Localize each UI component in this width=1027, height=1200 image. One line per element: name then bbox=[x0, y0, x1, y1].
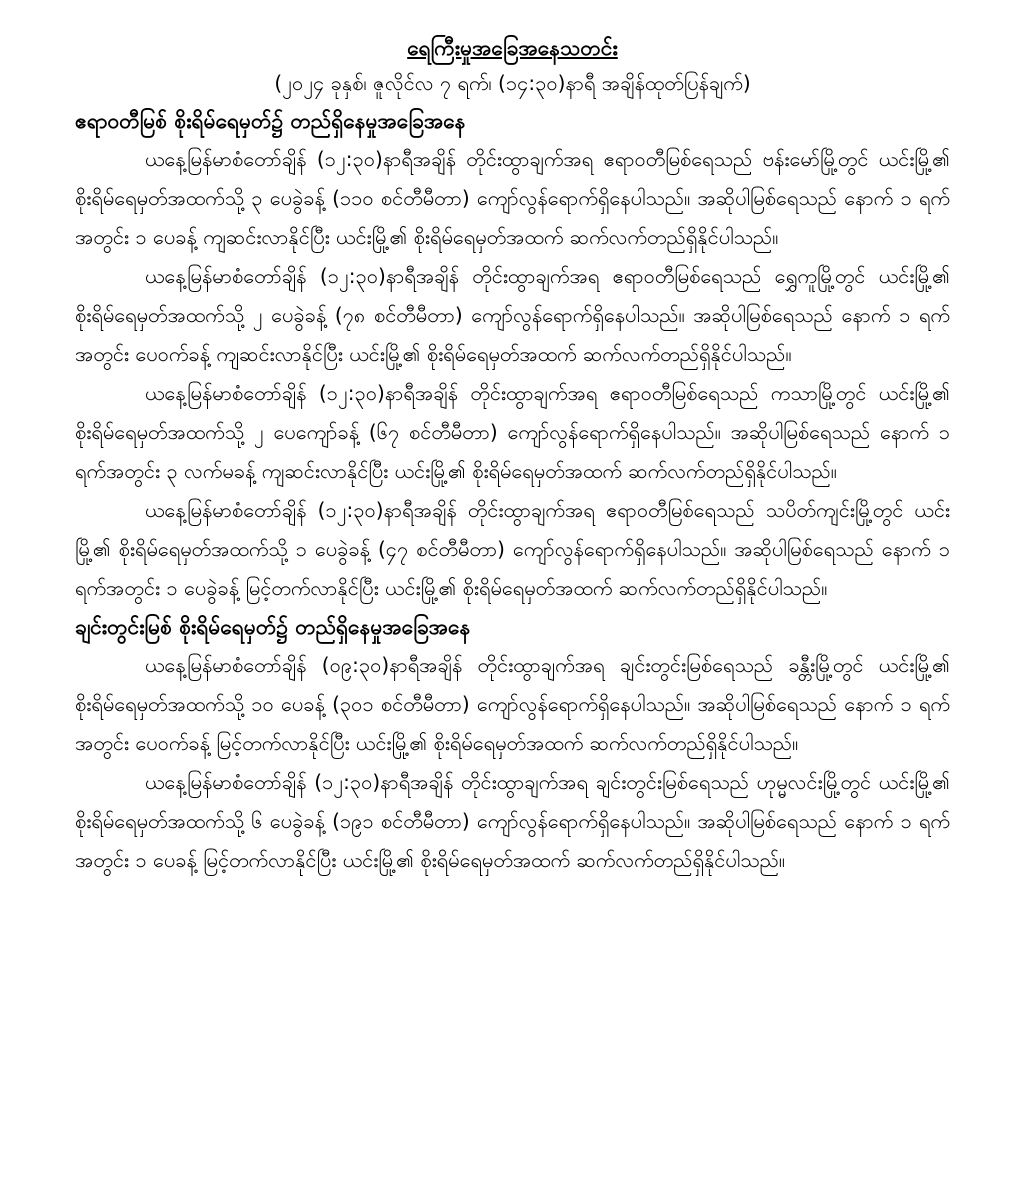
paragraph-homalin: ယနေ့မြန်မာစံတော်ချိန် (၁၂:၃၀)နာရီအချိန် တိုင်းထွာချက်အရ ချင်းတွင်းမြစ်ရေသည် ဟုမ္မလင်းမြို့တွင် ယင်းမြို့၏ စိုးရိမ်ရေမှတ်အထက်သို့ ၆ ပေခွဲခန့် (၁၉၁ စင်တီမီတာ) ကျော်လွန်ရောက်ရှိနေပါသည်။ အဆိုပါမြစ်ရေသည် နောက် ၁ ရက်အတွင်း ၁ ပေခန့် မြင့်တက်လာနိုင်ပြီး ယင်းမြို့၏ စိုးရိမ်ရေမှတ်အထက် ဆက်လက်တည်ရှိနိုင်ပါသည်။ bbox=[75, 770, 950, 872]
paragraph-katha: ယနေ့မြန်မာစံတော်ချိန် (၁၂:၃၀)နာရီအချိန် တိုင်းထွာချက်အရ ဧရာဝတီမြစ်ရေသည် ကသာမြို့တွင် ယင်းမြို့၏ စိုးရိမ်ရေမှတ်အထက်သို့ ၂ ပေကျော်ခန့် (၆၇ စင်တီမီတာ) ကျော်လွန်ရောက်ရှိနေပါသည်။ အဆိုပါမြစ်ရေသည် နောက် ၁ ရက်အတွင်း ၃ လက်မခန့် ကျဆင်းလာနိုင်ပြီး ယင်းမြို့၏ စိုးရိမ်ရေမှတ်အထက် ဆက်လက်တည်ရှိနိုင်ပါသည်။ bbox=[75, 381, 950, 483]
paragraph-hkamti: ယနေ့မြန်မာစံတော်ချိန် (၀၉:၃၀)နာရီအချိန် တိုင်းထွာချက်အရ ချင်းတွင်းမြစ်ရေသည် ခန္တီးမြို့တွင် ယင်းမြို့၏ စိုးရိမ်ရေမှတ်အထက်သို့ ၁၀ ပေခန့် (၃၀၁ စင်တီမီတာ) ကျော်လွန်ရောက်ရှိနေပါသည်။ အဆိုပါမြစ်ရေသည် နောက် ၁ ရက်အတွင်း ပေဝက်ခန့် မြင့်တက်လာနိုင်ပြီး ယင်းမြို့၏ စိုးရိမ်ရေမှတ်အထက် ဆက်လက်တည်ရှိနိုင်ပါသည်။ bbox=[75, 653, 950, 755]
paragraph-bhamo: ယနေ့မြန်မာစံတော်ချိန် (၁၂:၃၀)နာရီအချိန် တိုင်းထွာချက်အရ ဧရာဝတီမြစ်ရေသည် ဗန်းမော်မြို့တွင် ယင်းမြို့၏ စိုးရိမ်ရေမှတ်အထက်သို့ ၃ ပေခွဲခန့် (၁၁၀ စင်တီမီတာ) ကျော်လွန်ရောက်ရှိနေပါသည်။ အဆိုပါမြစ်ရေသည် နောက် ၁ ရက်အတွင်း ၁ ပေခန့် ကျဆင်းလာနိုင်ပြီး ယင်းမြို့၏ စိုးရိမ်ရေမှတ်အထက် ဆက်လက်တည်ရှိနိုင်ပါသည်။ bbox=[75, 147, 950, 249]
flood-bulletin-page bbox=[75, 30, 950, 880]
section-ayeyarwady bbox=[75, 102, 950, 608]
document-title: ရေကြီးမှုအခြေအနေသတင်း bbox=[407, 36, 618, 60]
paragraph-thabeikkyin: ယနေ့မြန်မာစံတော်ချိန် (၁၂:၃၀)နာရီအချိန် တိုင်းထွာချက်အရ ဧရာဝတီမြစ်ရေသည် သပိတ်ကျင်းမြို့တွင် ယင်းမြို့၏ စိုးရိမ်ရေမှတ်အထက်သို့ ၁ ပေခွဲခန့် (၄၇ စင်တီမီတာ) ကျော်လွန်ရောက်ရှိနေပါသည်။ အဆိုပါမြစ်ရေသည် နောက် ၁ ရက်အတွင်း ၁ ပေခွဲခန့် မြင့်တက်လာနိုင်ပြီး ယင်းမြို့၏ စိုးရိမ်ရေမှတ်အထက် ဆက်လက်တည်ရှိနိုင်ပါသည်။ bbox=[75, 498, 950, 600]
section-heading: ဧရာဝတီမြစ် စိုးရိမ်ရေမှတ်၌ တည်ရှိနေမှုအခြေအနေ bbox=[75, 109, 466, 133]
section-chindwin bbox=[75, 608, 950, 880]
paragraph-shwegu: ယနေ့မြန်မာစံတော်ချိန် (၁၂:၃၀)နာရီအချိန် တိုင်းထွာချက်အရ ဧရာဝတီမြစ်ရေသည် ရွှေကူမြို့တွင် ယင်းမြို့၏ စိုးရိမ်ရေမှတ်အထက်သို့ ၂ ပေခွဲခန့် (၇၈ စင်တီမီတာ) ကျော်လွန်ရောက်ရှိနေပါသည်။ အဆိုပါမြစ်ရေသည် နောက် ၁ ရက်အတွင်း ပေဝက်ခန့် ကျဆင်းလာနိုင်ပြီး ယင်းမြို့၏ စိုးရိမ်ရေမှတ်အထက် ဆက်လက်တည်ရှိနိုင်ပါသည်။ bbox=[75, 264, 950, 366]
document-subtitle: (၂၀၂၄ ခုနှစ်၊ ဇူလိုင်လ ၇ ရက်၊ (၁၄:၃၀)နာရီ အချိန်ထုတ်ပြန်ချက်) bbox=[274, 71, 751, 95]
section-heading: ချင်းတွင်းမြစ် စိုးရိမ်ရေမှတ်၌ တည်ရှိနေမှုအခြေအနေ bbox=[75, 615, 471, 639]
